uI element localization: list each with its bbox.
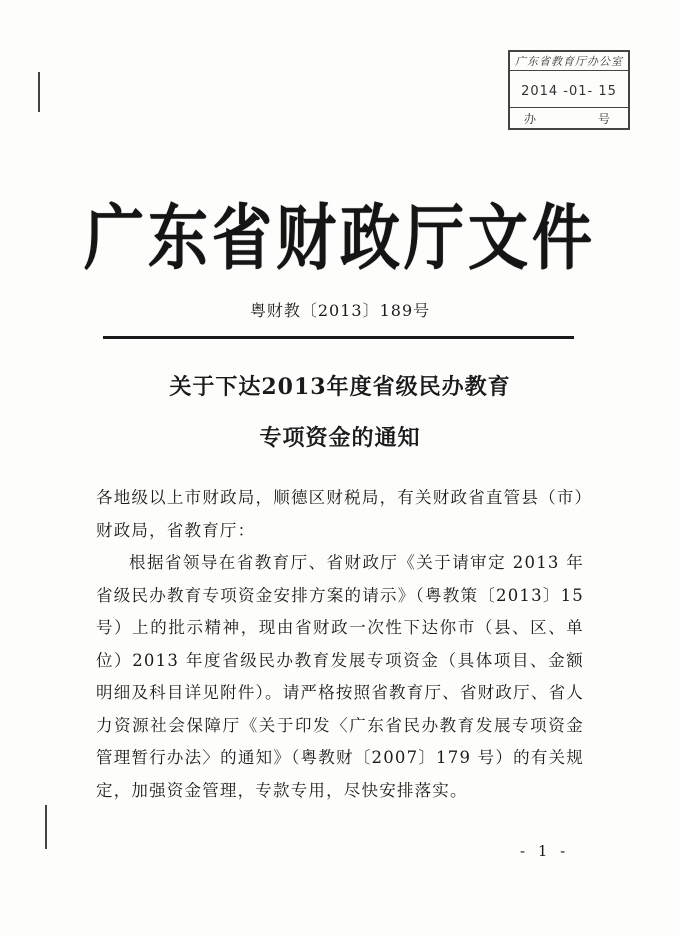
stamp-office: 广东省教育厅办公室 — [510, 52, 628, 71]
document-title: 广东省财政厅文件 — [84, 197, 596, 281]
document-number: 粤财教〔2013〕189号 — [249, 301, 431, 320]
header-divider — [103, 336, 574, 339]
binding-mark-top — [38, 72, 40, 112]
notice-body — [96, 482, 584, 807]
stamp-label-left: 办 — [524, 111, 537, 126]
page-number: - 1 - — [520, 842, 570, 860]
body-paragraph: 根据省领导在省教育厅、省财政厅《关于请审定 2013 年省级民办教育专项资金安排方案的请示》（粤教策〔2013〕15 号）上的批示精神，现由省财政一次性下达你市（县、区、单位）2013 年度省级民办教育发展专项资金（具体项目、金额明细及科目详见附件）。请严格按照省教育厅、省财政厅、省人力资源社会保障厅《关于印发〈广东省民办教育发展专项资金管理暂行办法〉的通知》（粤教财〔2007〕179 号）的有关规定，加强资金管理，专款专用，尽快安排落实。 — [96, 553, 584, 800]
receipt-stamp — [508, 50, 630, 130]
subject-line-2: 专项资金的通知 — [259, 425, 421, 451]
stamp-date: 2014 -01- 15 — [521, 83, 617, 99]
stamp-footer — [510, 107, 628, 128]
binding-mark-bottom — [45, 805, 47, 849]
subject-line-1: 关于下达2013年度省级民办教育 — [169, 374, 511, 400]
addressee: 各地级以上市财政局，顺德区财税局，有关财政省直管县（市）财政局，省教育厅： — [96, 488, 584, 540]
stamp-label-right: 号 — [597, 111, 610, 126]
